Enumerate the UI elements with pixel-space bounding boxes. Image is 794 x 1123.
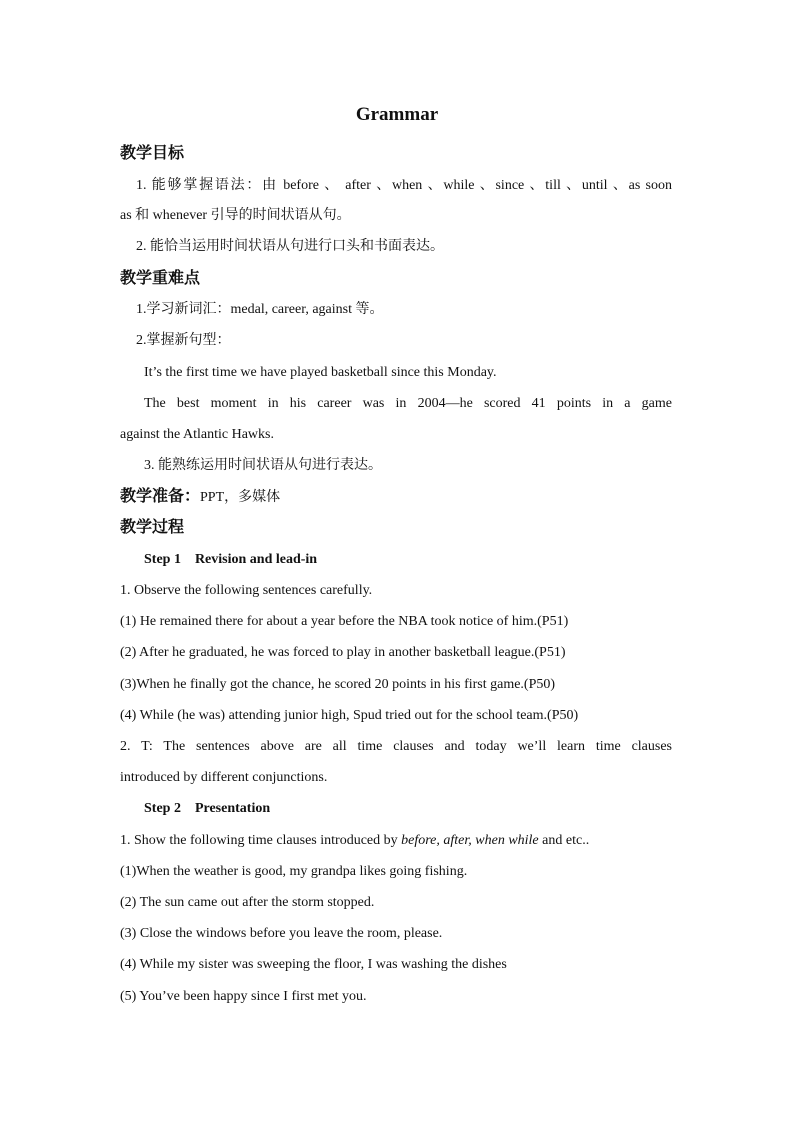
key-sentence-2-line-1: The best moment in his career was in 2004—he scored 41 points in a game — [144, 396, 672, 411]
step-2-example-3: (3) Close the windows before you leave the room, please. — [120, 926, 443, 941]
step-2-instruction — [120, 831, 672, 851]
step-2-example-1: (1)When the weather is good, my grandpa likes going fishing. — [120, 864, 468, 879]
step-1-sentence-1: (1) He remained there for about a year before the NBA took notice of him.(P51) — [120, 614, 569, 629]
key-sentence-1: It’s the first time we have played basketball since this Monday. — [144, 365, 497, 380]
step-1-sentence-3: (3)When he finally got the chance, he scored 20 points in his first game.(P50) — [120, 677, 556, 692]
step-1-instruction: 1. Observe the following sentences carefully. — [120, 583, 373, 598]
step-1-teacher-line-1: 2. T: The sentences above are all time clauses and today we’ll learn time clauses — [120, 739, 672, 754]
key-point-1: 1.学习新词汇：medal, career, against 等。 — [136, 302, 384, 317]
key-points-heading: 教学重难点 — [120, 270, 201, 287]
step-1-sentence-2: (2) After he graduated, he was forced to play in another basketball league.(P51) — [120, 645, 566, 660]
step-1-sentence-4: (4) While (he was) attending junior high, Spud tried out for the school team.(P50) — [120, 708, 579, 723]
objective-1-line-2: as 和 whenever 引导的时间状语从句。 — [120, 208, 351, 223]
step-2-instruction-text: 1. Show the following time clauses introduced by — [120, 833, 402, 848]
key-point-3: 3. 能熟练运用时间状语从句进行表达。 — [144, 458, 382, 473]
objectives-heading: 教学目标 — [120, 145, 185, 162]
page-title: Grammar — [355, 104, 439, 125]
preparation — [120, 487, 672, 508]
key-point-2: 2.掌握新句型： — [136, 333, 231, 348]
objective-1-line-1: 1. 能够掌握语法：由 before 、 after 、when 、while 、since 、till 、until 、as soon — [136, 178, 672, 193]
step-2-title: Step 2 Presentation — [144, 801, 271, 816]
preparation-value: PPT，多媒体 — [200, 490, 281, 505]
step-2-instruction-conjunctions: before, after, when while — [401, 833, 539, 848]
step-2-instruction-tail: and etc.. — [538, 833, 590, 848]
process-heading: 教学过程 — [120, 519, 185, 536]
objective-2: 2. 能恰当运用时间状语从句进行口头和书面表达。 — [136, 239, 444, 254]
step-1-title: Step 1 Revision and lead-in — [144, 552, 318, 567]
step-2-example-4: (4) While my sister was sweeping the floor, I was washing the dishes — [120, 957, 507, 972]
step-2-example-2: (2) The sun came out after the storm stopped. — [120, 895, 375, 910]
preparation-heading: 教学准备： — [120, 488, 201, 505]
key-sentence-2-line-2: against the Atlantic Hawks. — [120, 427, 274, 442]
step-2-example-5: (5) You’ve been happy since I first met you. — [120, 989, 367, 1004]
step-1-teacher-line-2: introduced by different conjunctions. — [120, 770, 328, 785]
